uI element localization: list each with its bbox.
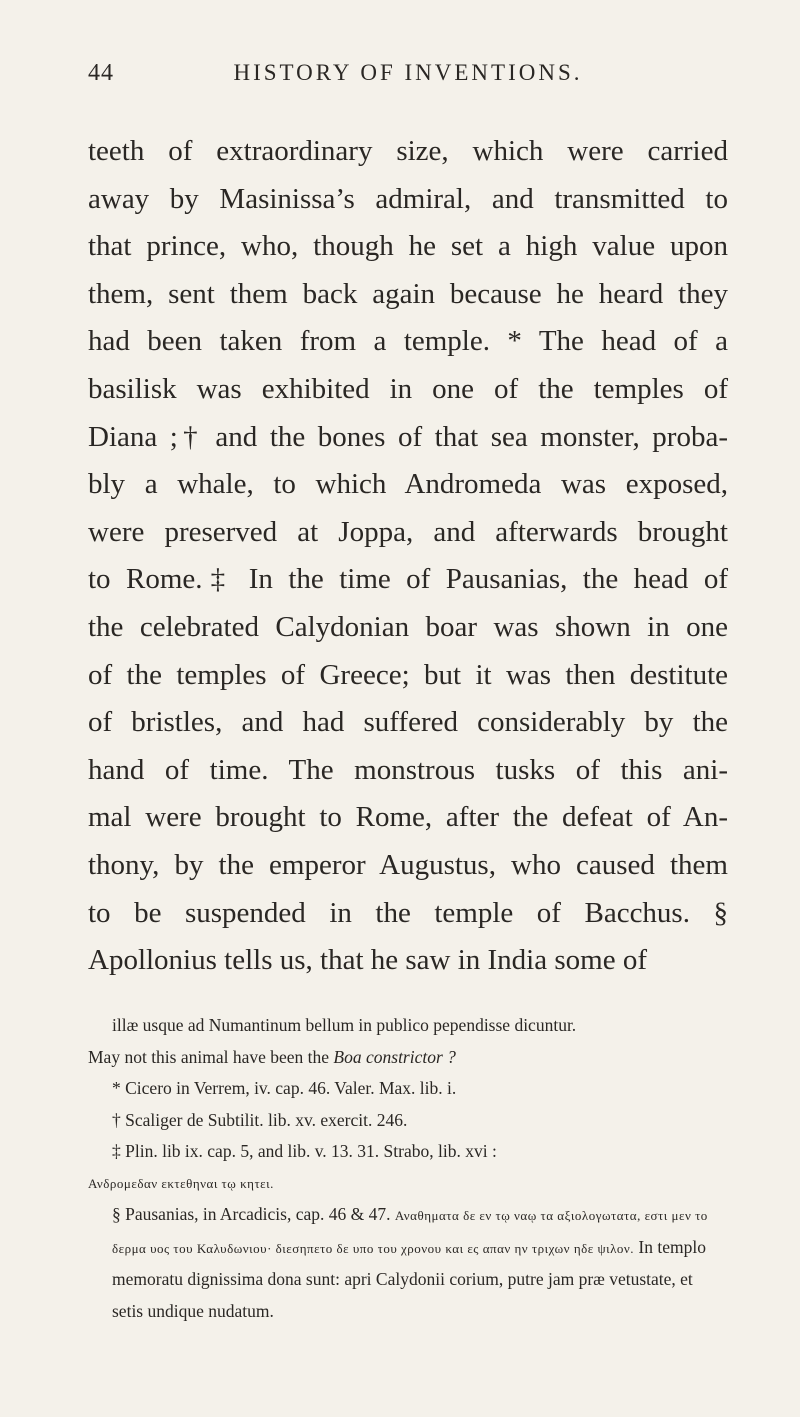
body-line: of the temples of Greece; but it was then destitute bbox=[88, 658, 728, 691]
footnote-continuation-question bbox=[88, 1042, 728, 1074]
running-head: HISTORY OF INVENTIONS. bbox=[233, 60, 583, 85]
body-line: basilisk was exhibited in one of the temples of bbox=[88, 372, 728, 405]
footnote-greek-quote: Ανδρομεδαν εκτεθηναι τῳ κητει. bbox=[88, 1175, 274, 1191]
body-line: that prince, who, though he set a high value upon bbox=[88, 230, 728, 263]
body-line: mal were brought to Rome, after the defeat of An- bbox=[88, 801, 728, 834]
body-line: to be suspended in the temple of Bacchus. § bbox=[88, 896, 728, 929]
footnote-dagger: † Scaliger de Subtilit. lib. xv. exercit. 246. bbox=[112, 1109, 408, 1130]
body-line: to Rome.‡ In the time of Pausanias, the head of bbox=[88, 563, 728, 596]
body-line: Apollonius tells us, that he saw in India some of bbox=[88, 944, 647, 977]
body-line: the celebrated Calydonian boar was shown in one bbox=[88, 610, 728, 643]
footnote-continuation: illæ usque ad Numantinum bellum in publico pependisse dicuntur. bbox=[112, 1015, 577, 1035]
footnote-star: * Cicero in Verrem, iv. cap. 46. Valer. Max. lib. i. bbox=[112, 1078, 457, 1098]
body-line: Diana ;† and the bones of that sea monster, proba- bbox=[88, 420, 728, 453]
body-line: thony, by the emperor Augustus, who caused them bbox=[88, 848, 728, 881]
body-line: of bristles, and had suffered considerably by the bbox=[88, 706, 728, 739]
page-number: 44 bbox=[88, 60, 114, 86]
footnote-double-dagger: ‡ Plin. lib ix. cap. 5, and lib. v. 13. 31. Strabo, lib. xvi : bbox=[112, 1141, 497, 1161]
body-text bbox=[88, 128, 728, 985]
footnotes bbox=[88, 1010, 728, 1327]
body-line: away by Masinissa’s admiral, and transmitted to bbox=[88, 182, 728, 215]
body-line: hand of time. The monstrous tusks of this ani- bbox=[88, 753, 728, 786]
footnote-section bbox=[88, 1199, 728, 1327]
page-header bbox=[88, 60, 728, 100]
body-line: bly a whale, to which Andromeda was exposed, bbox=[88, 468, 728, 501]
footnote-text: May not this animal have been the bbox=[88, 1046, 334, 1067]
footnote-text: In templo memoratu dignissima dona sunt: apri Calydonii corium, putre jam præ vetustate, et setis undique nudatum. bbox=[112, 1236, 706, 1321]
body-line: were preserved at Joppa, and afterwards brought bbox=[88, 515, 728, 548]
body-line: them, sent them back again because he heard they bbox=[88, 277, 728, 310]
body-line: teeth of extraordinary size, which were carried bbox=[88, 135, 728, 167]
body-line: had been taken from a temple. * The head of a bbox=[88, 325, 728, 358]
footnote-text: § Pausanias, in Arcadicis, cap. 46 & 47. bbox=[112, 1204, 395, 1224]
footnote-italic: Boa constrictor ? bbox=[333, 1046, 456, 1067]
footnote-greek-quote: Αναθηματα δε εν τῳ ναῳ τα αξιολογωτατα, εστι μεν το δερμα υος του Καλυδωνιου· διεσηπετο δε υπο του χρονου και ες απαν ην τριχων ηδε ψιλον. bbox=[112, 1208, 708, 1256]
